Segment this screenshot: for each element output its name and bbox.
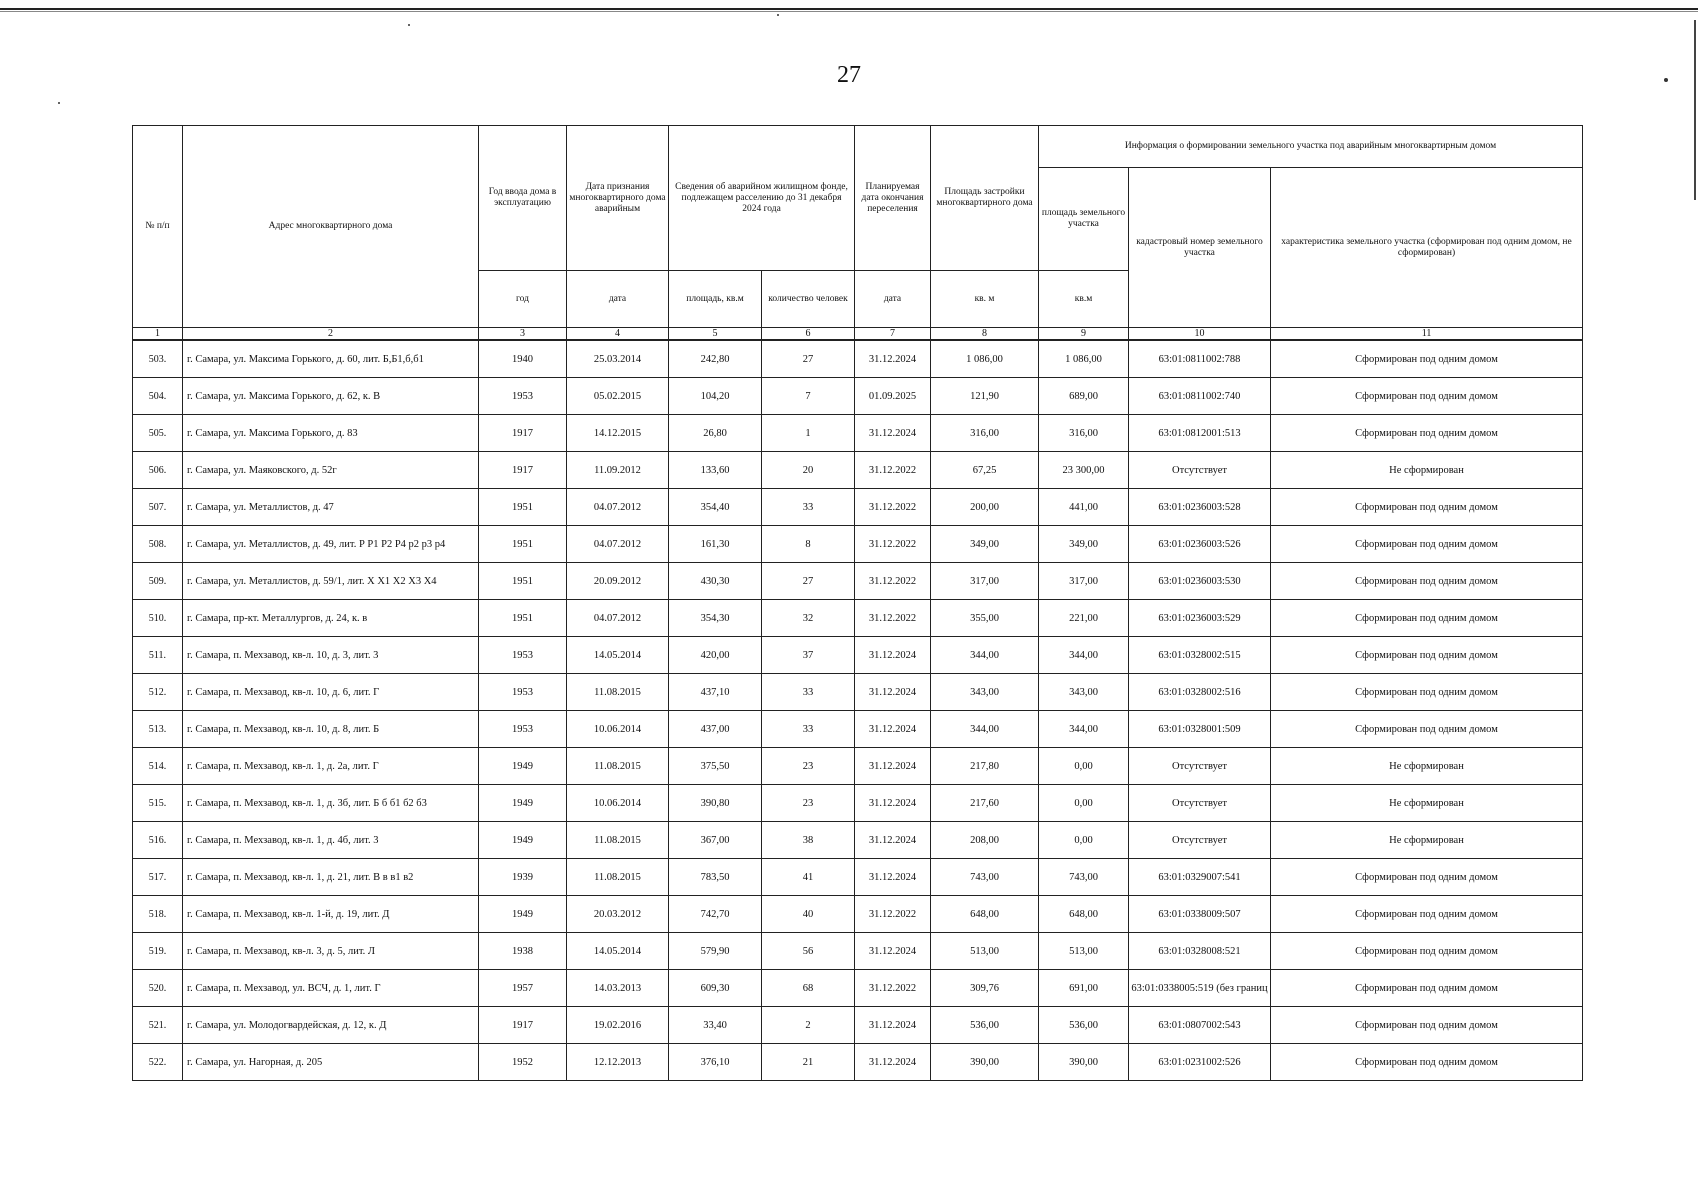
row-land-area: 648,00 <box>1039 896 1129 933</box>
row-year: 1952 <box>479 1044 567 1081</box>
table-row <box>133 711 1583 748</box>
row-address: г. Самара, п. Мехзавод, кв-л. 1-й, д. 19, лит. Д <box>183 896 479 933</box>
row-area: 430,30 <box>669 563 762 600</box>
col-number: 7 <box>855 328 931 341</box>
row-people: 1 <box>762 415 855 452</box>
row-emergency-date: 04.07.2012 <box>567 489 669 526</box>
table-row <box>133 415 1583 452</box>
scan-speck <box>408 24 410 26</box>
row-year: 1951 <box>479 600 567 637</box>
row-address: г. Самара, п. Мехзавод, кв-л. 1, д. 4б, лит. 3 <box>183 822 479 859</box>
row-built-area: 217,80 <box>931 748 1039 785</box>
table-body <box>133 340 1583 1081</box>
table-row <box>133 896 1583 933</box>
row-land-status: Сформирован под одним домом <box>1271 970 1583 1007</box>
row-people: 56 <box>762 933 855 970</box>
row-built-area: 316,00 <box>931 415 1039 452</box>
row-emergency-date: 20.03.2012 <box>567 896 669 933</box>
row-year: 1949 <box>479 748 567 785</box>
table-row <box>133 970 1583 1007</box>
table-row <box>133 822 1583 859</box>
row-land-status: Сформирован под одним домом <box>1271 674 1583 711</box>
row-number: 519. <box>133 933 183 970</box>
row-emergency-date: 14.12.2015 <box>567 415 669 452</box>
row-area: 26,80 <box>669 415 762 452</box>
col-number: 5 <box>669 328 762 341</box>
row-planned-date: 31.12.2022 <box>855 452 931 489</box>
row-year: 1940 <box>479 340 567 378</box>
row-area: 104,20 <box>669 378 762 415</box>
row-people: 8 <box>762 526 855 563</box>
row-area: 354,30 <box>669 600 762 637</box>
header-unit-sqm2: кв.м <box>1039 271 1129 328</box>
row-year: 1917 <box>479 452 567 489</box>
row-address: г. Самара, п. Мехзавод, кв-л. 1, д. 3б, лит. Б б б1 б2 б3 <box>183 785 479 822</box>
row-people: 37 <box>762 637 855 674</box>
row-year: 1917 <box>479 1007 567 1044</box>
row-cadastral: 63:01:0231002:526 <box>1129 1044 1271 1081</box>
row-land-area: 390,00 <box>1039 1044 1129 1081</box>
row-land-area: 343,00 <box>1039 674 1129 711</box>
row-area: 437,00 <box>669 711 762 748</box>
header-unit-area: площадь, кв.м <box>669 271 762 328</box>
row-built-area: 355,00 <box>931 600 1039 637</box>
header-emergency-date: Дата признания многоквартирного дома аварийным <box>567 126 669 271</box>
row-emergency-date: 11.08.2015 <box>567 748 669 785</box>
row-year: 1938 <box>479 933 567 970</box>
row-people: 20 <box>762 452 855 489</box>
row-planned-date: 31.12.2024 <box>855 933 931 970</box>
row-built-area: 200,00 <box>931 489 1039 526</box>
row-cadastral: Отсутствует <box>1129 452 1271 489</box>
row-cadastral: 63:01:0807002:543 <box>1129 1007 1271 1044</box>
row-number: 514. <box>133 748 183 785</box>
row-land-area: 513,00 <box>1039 933 1129 970</box>
row-cadastral: 63:01:0338009:507 <box>1129 896 1271 933</box>
row-planned-date: 31.12.2024 <box>855 859 931 896</box>
row-land-status: Не сформирован <box>1271 748 1583 785</box>
row-year: 1949 <box>479 785 567 822</box>
row-cadastral: Отсутствует <box>1129 748 1271 785</box>
row-cadastral: 63:01:0811002:740 <box>1129 378 1271 415</box>
row-people: 21 <box>762 1044 855 1081</box>
row-number: 508. <box>133 526 183 563</box>
table-row <box>133 489 1583 526</box>
table-row <box>133 452 1583 489</box>
row-emergency-date: 04.07.2012 <box>567 600 669 637</box>
header-unit-date: дата <box>567 271 669 328</box>
row-built-area: 513,00 <box>931 933 1039 970</box>
col-number: 3 <box>479 328 567 341</box>
row-land-status: Сформирован под одним домом <box>1271 1007 1583 1044</box>
row-number: 509. <box>133 563 183 600</box>
row-year: 1951 <box>479 489 567 526</box>
row-built-area: 536,00 <box>931 1007 1039 1044</box>
row-land-status: Сформирован под одним домом <box>1271 933 1583 970</box>
row-land-area: 0,00 <box>1039 748 1129 785</box>
row-built-area: 317,00 <box>931 563 1039 600</box>
row-built-area: 743,00 <box>931 859 1039 896</box>
column-number-row <box>133 328 1583 341</box>
row-year: 1939 <box>479 859 567 896</box>
row-number: 507. <box>133 489 183 526</box>
row-address: г. Самара, ул. Металлистов, д. 47 <box>183 489 479 526</box>
row-people: 40 <box>762 896 855 933</box>
header-cadastral: кадастровый номер земельного участка <box>1129 168 1271 328</box>
row-area: 742,70 <box>669 896 762 933</box>
scan-speck <box>58 102 60 104</box>
row-emergency-date: 14.05.2014 <box>567 933 669 970</box>
row-address: г. Самара, п. Мехзавод, ул. ВСЧ, д. 1, лит. Г <box>183 970 479 1007</box>
col-number: 2 <box>183 328 479 341</box>
row-cadastral: 63:01:0328002:515 <box>1129 637 1271 674</box>
row-emergency-date: 14.05.2014 <box>567 637 669 674</box>
scan-top-border <box>0 8 1698 10</box>
row-built-area: 344,00 <box>931 637 1039 674</box>
row-address: г. Самара, ул. Молодогвардейская, д. 12, к. Д <box>183 1007 479 1044</box>
row-land-status: Сформирован под одним домом <box>1271 563 1583 600</box>
row-cadastral: 63:01:0338005:519 (без границ <box>1129 970 1271 1007</box>
row-area: 354,40 <box>669 489 762 526</box>
header-planned-date: Планируемая дата окончания переселения <box>855 126 931 271</box>
row-people: 7 <box>762 378 855 415</box>
row-emergency-date: 11.08.2015 <box>567 822 669 859</box>
row-land-area: 344,00 <box>1039 711 1129 748</box>
row-number: 503. <box>133 340 183 378</box>
row-land-area: 689,00 <box>1039 378 1129 415</box>
row-people: 27 <box>762 340 855 378</box>
row-emergency-date: 12.12.2013 <box>567 1044 669 1081</box>
row-number: 512. <box>133 674 183 711</box>
row-area: 437,10 <box>669 674 762 711</box>
row-area: 579,90 <box>669 933 762 970</box>
row-year: 1949 <box>479 896 567 933</box>
row-area: 367,00 <box>669 822 762 859</box>
row-address: г. Самара, п. Мехзавод, кв-л. 3, д. 5, лит. Л <box>183 933 479 970</box>
row-planned-date: 31.12.2024 <box>855 711 931 748</box>
row-cadastral: 63:01:0328002:516 <box>1129 674 1271 711</box>
row-planned-date: 31.12.2022 <box>855 600 931 637</box>
row-year: 1949 <box>479 822 567 859</box>
row-cadastral: 63:01:0236003:528 <box>1129 489 1271 526</box>
row-people: 2 <box>762 1007 855 1044</box>
row-address: г. Самара, ул. Металлистов, д. 59/1, лит. Х Х1 Х2 Х3 Х4 <box>183 563 479 600</box>
row-land-status: Сформирован под одним домом <box>1271 489 1583 526</box>
scan-right-edge <box>1694 20 1696 200</box>
col-number: 11 <box>1271 328 1583 341</box>
row-planned-date: 31.12.2024 <box>855 1044 931 1081</box>
header-year-in-service: Год ввода дома в эксплуатацию <box>479 126 567 271</box>
row-land-status: Сформирован под одним домом <box>1271 340 1583 378</box>
table-row <box>133 1044 1583 1081</box>
row-land-area: 441,00 <box>1039 489 1129 526</box>
row-number: 515. <box>133 785 183 822</box>
row-address: г. Самара, ул. Максима Горького, д. 60, лит. Б,Б1,б,б1 <box>183 340 479 378</box>
row-address: г. Самара, пр-кт. Металлургов, д. 24, к. в <box>183 600 479 637</box>
row-number: 521. <box>133 1007 183 1044</box>
row-area: 420,00 <box>669 637 762 674</box>
row-number: 506. <box>133 452 183 489</box>
row-emergency-date: 11.09.2012 <box>567 452 669 489</box>
row-people: 32 <box>762 600 855 637</box>
row-area: 609,30 <box>669 970 762 1007</box>
row-year: 1953 <box>479 378 567 415</box>
row-land-status: Не сформирован <box>1271 785 1583 822</box>
row-address: г. Самара, ул. Максима Горького, д. 62, к. В <box>183 378 479 415</box>
row-people: 23 <box>762 785 855 822</box>
row-number: 510. <box>133 600 183 637</box>
row-year: 1957 <box>479 970 567 1007</box>
row-year: 1953 <box>479 711 567 748</box>
scan-speck <box>777 14 779 16</box>
row-cadastral: 63:01:0329007:541 <box>1129 859 1271 896</box>
table-row <box>133 340 1583 378</box>
row-year: 1917 <box>479 415 567 452</box>
row-land-area: 23 300,00 <box>1039 452 1129 489</box>
row-land-area: 316,00 <box>1039 415 1129 452</box>
row-year: 1951 <box>479 526 567 563</box>
row-cadastral: Отсутствует <box>1129 785 1271 822</box>
scan-top-border-thin <box>0 11 1698 12</box>
row-land-status: Сформирован под одним домом <box>1271 600 1583 637</box>
row-emergency-date: 05.02.2015 <box>567 378 669 415</box>
row-built-area: 349,00 <box>931 526 1039 563</box>
row-area: 242,80 <box>669 340 762 378</box>
row-built-area: 309,76 <box>931 970 1039 1007</box>
row-planned-date: 31.12.2024 <box>855 674 931 711</box>
row-emergency-date: 25.03.2014 <box>567 340 669 378</box>
row-planned-date: 31.12.2024 <box>855 340 931 378</box>
row-land-status: Сформирован под одним домом <box>1271 637 1583 674</box>
table-row <box>133 785 1583 822</box>
row-land-status: Не сформирован <box>1271 822 1583 859</box>
row-cadastral: 63:01:0236003:526 <box>1129 526 1271 563</box>
row-number: 522. <box>133 1044 183 1081</box>
header-unit-date2: дата <box>855 271 931 328</box>
row-land-status: Сформирован под одним домом <box>1271 711 1583 748</box>
table-row <box>133 526 1583 563</box>
row-land-status: Сформирован под одним домом <box>1271 859 1583 896</box>
table-row <box>133 563 1583 600</box>
row-address: г. Самара, ул. Нагорная, д. 205 <box>183 1044 479 1081</box>
row-land-area: 743,00 <box>1039 859 1129 896</box>
row-planned-date: 31.12.2024 <box>855 1007 931 1044</box>
row-area: 783,50 <box>669 859 762 896</box>
row-land-area: 349,00 <box>1039 526 1129 563</box>
row-land-area: 344,00 <box>1039 637 1129 674</box>
row-built-area: 208,00 <box>931 822 1039 859</box>
row-number: 518. <box>133 896 183 933</box>
header-num: № п/п <box>133 126 183 328</box>
row-number: 511. <box>133 637 183 674</box>
row-number: 517. <box>133 859 183 896</box>
row-cadastral: 63:01:0812001:513 <box>1129 415 1271 452</box>
table-row <box>133 378 1583 415</box>
row-year: 1953 <box>479 637 567 674</box>
row-land-area: 221,00 <box>1039 600 1129 637</box>
row-land-status: Сформирован под одним домом <box>1271 415 1583 452</box>
header-unit-year: год <box>479 271 567 328</box>
row-address: г. Самара, п. Мехзавод, кв-л. 10, д. 6, лит. Г <box>183 674 479 711</box>
row-address: г. Самара, п. Мехзавод, кв-л. 10, д. 8, лит. Б <box>183 711 479 748</box>
row-address: г. Самара, п. Мехзавод, кв-л. 1, д. 2а, лит. Г <box>183 748 479 785</box>
row-emergency-date: 11.08.2015 <box>567 859 669 896</box>
row-number: 504. <box>133 378 183 415</box>
row-land-area: 536,00 <box>1039 1007 1129 1044</box>
row-land-area: 691,00 <box>1039 970 1129 1007</box>
row-built-area: 67,25 <box>931 452 1039 489</box>
table-row <box>133 859 1583 896</box>
row-land-area: 317,00 <box>1039 563 1129 600</box>
table-row <box>133 637 1583 674</box>
row-number: 505. <box>133 415 183 452</box>
row-address: г. Самара, ул. Маяковского, д. 52г <box>183 452 479 489</box>
row-people: 23 <box>762 748 855 785</box>
table-row <box>133 1007 1583 1044</box>
row-emergency-date: 10.06.2014 <box>567 711 669 748</box>
row-planned-date: 31.12.2022 <box>855 563 931 600</box>
row-cadastral: 63:01:0236003:530 <box>1129 563 1271 600</box>
row-land-status: Сформирован под одним домом <box>1271 896 1583 933</box>
col-number: 4 <box>567 328 669 341</box>
row-address: г. Самара, ул. Металлистов, д. 49, лит. Р Р1 Р2 Р4 р2 р3 р4 <box>183 526 479 563</box>
row-built-area: 217,60 <box>931 785 1039 822</box>
row-cadastral: 63:01:0328008:521 <box>1129 933 1271 970</box>
row-year: 1951 <box>479 563 567 600</box>
row-people: 41 <box>762 859 855 896</box>
col-number: 10 <box>1129 328 1271 341</box>
header-built-area: Площадь застройки многоквартирного дома <box>931 126 1039 271</box>
row-number: 513. <box>133 711 183 748</box>
header-unit-people: количество человек <box>762 271 855 328</box>
row-land-area: 0,00 <box>1039 785 1129 822</box>
emergency-housing-table <box>132 125 1583 1081</box>
row-emergency-date: 19.02.2016 <box>567 1007 669 1044</box>
row-land-area: 0,00 <box>1039 822 1129 859</box>
row-built-area: 344,00 <box>931 711 1039 748</box>
row-planned-date: 31.12.2024 <box>855 748 931 785</box>
header-land-area: площадь земельного участка <box>1039 168 1129 271</box>
row-address: г. Самара, ул. Максима Горького, д. 83 <box>183 415 479 452</box>
row-planned-date: 31.12.2024 <box>855 637 931 674</box>
header-address: Адрес многоквартирного дома <box>183 126 479 328</box>
row-planned-date: 31.12.2024 <box>855 822 931 859</box>
row-people: 33 <box>762 674 855 711</box>
table-row <box>133 600 1583 637</box>
row-number: 516. <box>133 822 183 859</box>
col-number: 6 <box>762 328 855 341</box>
row-area: 161,30 <box>669 526 762 563</box>
row-area: 33,40 <box>669 1007 762 1044</box>
row-emergency-date: 14.03.2013 <box>567 970 669 1007</box>
row-land-area: 1 086,00 <box>1039 340 1129 378</box>
row-cadastral: 63:01:0811002:788 <box>1129 340 1271 378</box>
col-number: 9 <box>1039 328 1129 341</box>
row-address: г. Самара, п. Мехзавод, кв-л. 10, д. 3, лит. 3 <box>183 637 479 674</box>
col-number: 8 <box>931 328 1039 341</box>
col-number: 1 <box>133 328 183 341</box>
row-land-status: Сформирован под одним домом <box>1271 526 1583 563</box>
row-area: 133,60 <box>669 452 762 489</box>
row-area: 390,80 <box>669 785 762 822</box>
row-planned-date: 31.12.2022 <box>855 970 931 1007</box>
row-built-area: 121,90 <box>931 378 1039 415</box>
row-planned-date: 31.12.2022 <box>855 896 931 933</box>
header-land-char: характеристика земельного участка (сформирован под одним домом, не сформирован) <box>1271 168 1583 328</box>
table-row <box>133 674 1583 711</box>
row-land-status: Не сформирован <box>1271 452 1583 489</box>
row-planned-date: 31.12.2022 <box>855 489 931 526</box>
row-people: 33 <box>762 711 855 748</box>
row-built-area: 1 086,00 <box>931 340 1039 378</box>
row-emergency-date: 11.08.2015 <box>567 674 669 711</box>
row-land-status: Сформирован под одним домом <box>1271 1044 1583 1081</box>
row-land-status: Сформирован под одним домом <box>1271 378 1583 415</box>
row-number: 520. <box>133 970 183 1007</box>
row-cadastral: 63:01:0236003:529 <box>1129 600 1271 637</box>
row-planned-date: 01.09.2025 <box>855 378 931 415</box>
row-people: 68 <box>762 970 855 1007</box>
row-people: 27 <box>762 563 855 600</box>
row-year: 1953 <box>479 674 567 711</box>
row-emergency-date: 10.06.2014 <box>567 785 669 822</box>
table-row <box>133 748 1583 785</box>
row-address: г. Самара, п. Мехзавод, кв-л. 1, д. 21, лит. В в в1 в2 <box>183 859 479 896</box>
row-emergency-date: 20.09.2012 <box>567 563 669 600</box>
row-people: 38 <box>762 822 855 859</box>
row-built-area: 390,00 <box>931 1044 1039 1081</box>
row-emergency-date: 04.07.2012 <box>567 526 669 563</box>
row-cadastral: 63:01:0328001:509 <box>1129 711 1271 748</box>
row-people: 33 <box>762 489 855 526</box>
header-housing-info: Сведения об аварийном жилищном фонде, подлежащем расселению до 31 декабря 2024 года <box>669 126 855 271</box>
row-area: 376,10 <box>669 1044 762 1081</box>
row-planned-date: 31.12.2022 <box>855 526 931 563</box>
header-unit-sqm: кв. м <box>931 271 1039 328</box>
row-built-area: 648,00 <box>931 896 1039 933</box>
row-built-area: 343,00 <box>931 674 1039 711</box>
row-planned-date: 31.12.2024 <box>855 785 931 822</box>
page-number: 27 <box>837 62 861 88</box>
table-row <box>133 933 1583 970</box>
row-planned-date: 31.12.2024 <box>855 415 931 452</box>
row-cadastral: Отсутствует <box>1129 822 1271 859</box>
header-land-info: Информация о формировании земельного участка под аварийным многоквартирным домом <box>1039 126 1583 168</box>
row-area: 375,50 <box>669 748 762 785</box>
